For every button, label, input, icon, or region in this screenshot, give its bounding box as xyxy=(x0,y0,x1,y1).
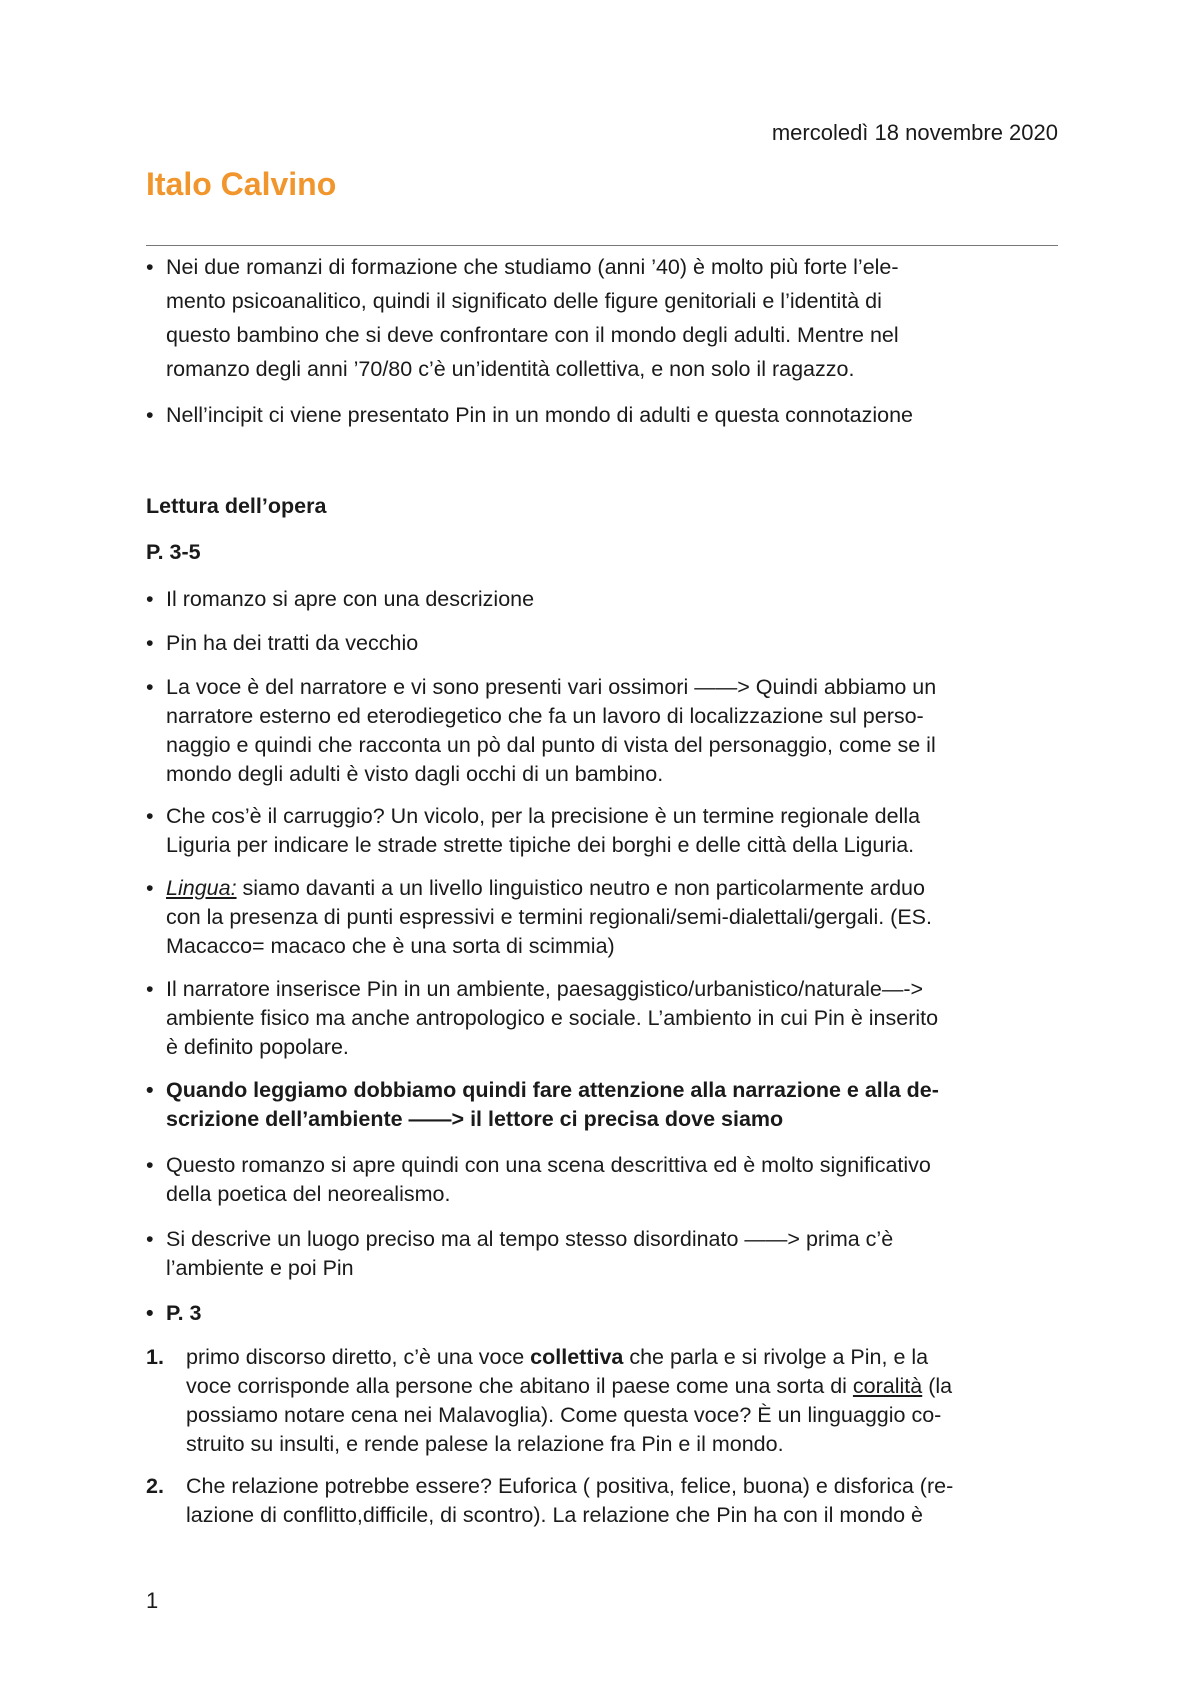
lingua-label: Lingua: xyxy=(166,876,237,900)
text-line: Che relazione potrebbe essere? Euforica ( positiva, felice, buona) e disforica (re- xyxy=(186,1474,954,1498)
text-line: Questo romanzo si apre quindi con una scena descrittiva ed è molto significativo xyxy=(166,1153,931,1177)
text-span: collettiva xyxy=(530,1345,624,1369)
text-line: Pin ha dei tratti da vecchio xyxy=(166,631,419,655)
text-line: Il narratore inserisce Pin in un ambiente, paesaggistico/urbanistico/naturale—-> xyxy=(166,977,924,1001)
numbered-item-text xyxy=(186,1472,1058,1530)
text-line: Liguria per indicare le strade strette tipiche dei borghi e delle città della Liguria. xyxy=(166,833,915,857)
bullet-marker: • xyxy=(146,675,154,699)
text-line: questo bambino che si deve confrontare con il mondo degli adulti. Mentre nel xyxy=(166,323,899,347)
bullet-marker: • xyxy=(146,977,154,1001)
bullet-marker: • xyxy=(146,403,154,427)
text-line: naggio e quindi che racconta un pò dal punto di vista del personaggio, come se il xyxy=(166,733,936,757)
document-title: Italo Calvino xyxy=(146,166,337,202)
text-line: Si descrive un luogo preciso ma al tempo stesso disordinato ——> prima c’è xyxy=(166,1227,894,1251)
text-line: della poetica del neorealismo. xyxy=(166,1182,451,1206)
text-line: ambiente fisico ma anche antropologico e sociale. L’ambiento in cui Pin è inserito xyxy=(166,1006,939,1030)
text-line: Nei due romanzi di formazione che studiamo (anni ’40) è molto più forte l’ele- xyxy=(166,255,899,279)
text-span: siamo davanti a un livello linguistico neutro e non particolarmente arduo xyxy=(236,876,925,900)
text-span: che parla e si rivolge a Pin, e la xyxy=(623,1345,929,1369)
list-item xyxy=(146,398,1058,432)
title-divider xyxy=(146,245,1058,246)
list-item-text xyxy=(166,398,1058,432)
text-line: La voce è del narratore e vi sono presenti vari ossimori ——> Quindi abbiamo un xyxy=(166,675,937,699)
bullet-marker: • xyxy=(146,876,154,900)
document-date: mercoledì 18 novembre 2020 xyxy=(771,120,1058,145)
section-heading: Lettura dell’opera xyxy=(146,494,327,518)
list-item-text xyxy=(166,250,1058,386)
page-number: 1 xyxy=(146,1588,159,1613)
text-line: struito su insulti, e rende palese la relazione fra Pin e il mondo. xyxy=(186,1432,784,1456)
text-line: possiamo notare cena nei Malavoglia). Come questa voce? È un linguaggio co- xyxy=(186,1403,942,1427)
text-line: scrizione dell’ambiente ——> il lettore ci precisa dove siamo xyxy=(166,1107,784,1131)
text-line: è definito popolare. xyxy=(166,1035,349,1059)
text-line: Macacco= macaco che è una sorta di scimmia) xyxy=(166,934,615,958)
text-line: Che cos’è il carruggio? Un vicolo, per la precisione è un termine regionale della xyxy=(166,804,921,828)
text-line xyxy=(186,1372,1058,1401)
text-line: P. 3 xyxy=(166,1301,202,1325)
numbered-item-text xyxy=(186,1343,1058,1459)
bullet-marker: • xyxy=(146,1227,154,1251)
text-span: (la xyxy=(922,1374,953,1398)
text-line xyxy=(186,1343,1058,1372)
bullet-marker: • xyxy=(146,804,154,828)
text-span: primo discorso diretto, c’è una voce xyxy=(186,1345,531,1369)
text-line xyxy=(166,874,1058,903)
bullet-marker: • xyxy=(146,631,154,655)
text-span: voce corrisponde alla persone che abitano il paese come una sorta di xyxy=(186,1374,853,1398)
text-line: lazione di conflitto,difficile, di scontro). La relazione che Pin ha con il mondo è xyxy=(186,1503,923,1527)
text-line: Il romanzo si apre con una descrizione xyxy=(166,587,535,611)
text-span: coralità xyxy=(852,1374,923,1398)
text-line: mento psicoanalitico, quindi il significato delle figure genitoriali e l’identità di xyxy=(166,289,882,313)
list-item xyxy=(146,250,1058,390)
bullet-marker: • xyxy=(146,1153,154,1177)
bullet-marker: • xyxy=(146,255,154,279)
number-marker: 1. xyxy=(146,1345,164,1369)
text-line: romanzo degli anni ’70/80 c’è un’identità collettiva, e non solo il ragazzo. xyxy=(166,357,855,381)
bullet-marker: • xyxy=(146,1301,154,1325)
text-line: l’ambiente e poi Pin xyxy=(166,1256,354,1280)
text-line: mondo degli adulti è visto dagli occhi di un bambino. xyxy=(166,762,664,786)
text-line: Quando leggiamo dobbiamo quindi fare attenzione alla narrazione e alla de- xyxy=(166,1078,939,1102)
bullet-marker: • xyxy=(146,1078,154,1102)
number-marker: 2. xyxy=(146,1474,164,1498)
text-line: narratore esterno ed eterodiegetico che fa un lavoro di localizzazione sul perso- xyxy=(166,704,924,728)
bullet-marker: • xyxy=(146,587,154,611)
text-line: con la presenza di punti espressivi e termini regionali/semi-dialettali/gergali. (ES. xyxy=(166,905,933,929)
page-range-heading: P. 3-5 xyxy=(146,540,201,564)
text-line: Nell’incipit ci viene presentato Pin in un mondo di adulti e questa connotazione xyxy=(166,403,913,427)
